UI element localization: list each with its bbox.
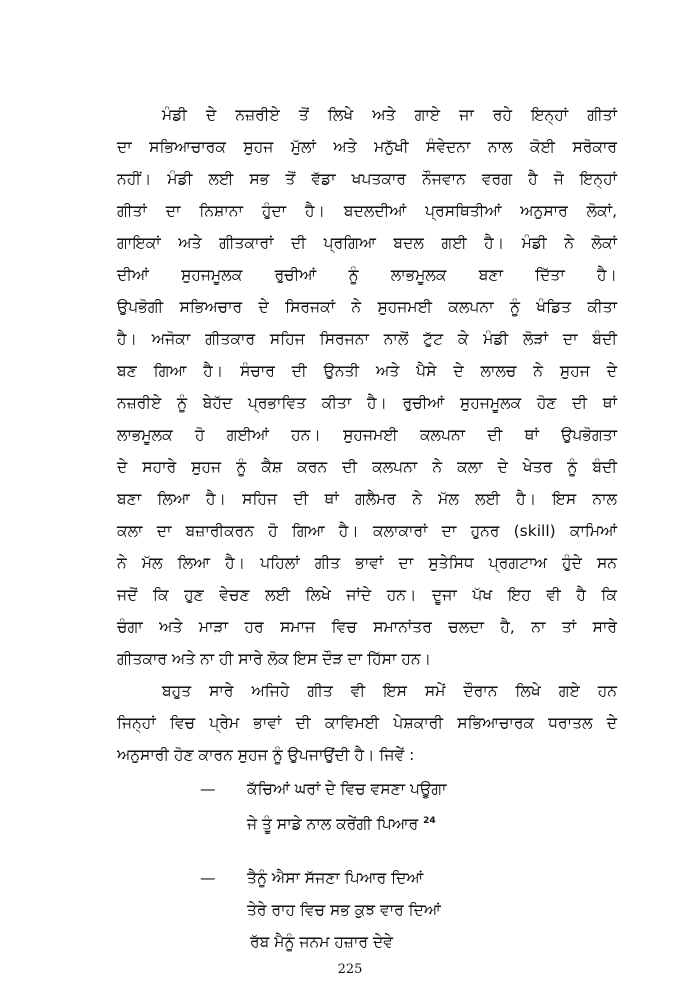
text-line: ਉਪਭੋਗੀ ਸਭਿਅਚਾਰ ਦੇ ਸਿਰਜਕਾਂ ਨੇ ਸੁਹਜਮਈ ਕਲਪਨਾ ਨੂੰ ਖੰਡਿਤ ਕੀਤਾ xyxy=(117,298,617,316)
verse-line: ਰੱਬ ਮੈਨੂੰ ਜਨਮ ਹਜ਼ਾਰ ਦੇਵੇ xyxy=(250,933,393,951)
text-line: ਦੇ ਸਹਾਰੇ ਸੁਹਜ ਨੂੰ ਕੈਸ਼ ਕਰਨ ਦੀ ਕਲਪਨਾ ਨੇ ਕਲਾ ਦੇ ਖੇਤਰ ਨੂੰ ਬੰਦੀ xyxy=(117,458,617,476)
footnote-marker: 24 xyxy=(423,816,436,826)
text-line: ਨੇ ਮੱਲ ਲਿਆ ਹੈ। ਪਹਿਲਾਂ ਗੀਤ ਭਾਵਾਂ ਦਾ ਸੁਤੇਸਿਧ ਪ੍ਰਗਟਾਅ ਹੁੰਦੇ ਸਨ xyxy=(117,554,617,572)
text-line: ਬਣਾ ਲਿਆ ਹੈ। ਸਹਿਜ ਦੀ ਥਾਂ ਗਲੈਮਰ ਨੇ ਮੱਲ ਲਈ ਹੈ। ਇਸ ਨਾਲ xyxy=(117,490,617,508)
text-line: ਬਹੁਤ ਸਾਰੇ ਅਜਿਹੇ ਗੀਤ ਵੀ ਇਸ ਸਮੇਂ ਦੌਰਾਨ ਲਿਖੇ ਗਏ ਹਨ xyxy=(162,682,617,700)
text-line: ਅਨੁਸਾਰੀ ਹੋਣ ਕਾਰਨ ਸੁਹਜ ਨੂੰ ਉਪਜਾਉਂਦੀ ਹੈ। ਜਿਵੇਂ : xyxy=(117,746,415,764)
text-line: ਜਦੋਂ ਕਿ ਹੁਣ ਵੇਚਣ ਲਈ ਲਿਖੇ ਜਾਂਦੇ ਹਨ। ਦੂਜਾ ਪੱਖ ਇਹ ਵੀ ਹੈ ਕਿ xyxy=(117,586,617,604)
text-line: ਗਾਇਕਾਂ ਅਤੇ ਗੀਤਕਾਰਾਂ ਦੀ ਪ੍ਰਗਿਆ ਬਦਲ ਗਈ ਹੈ। ਮੰਡੀ ਨੇ ਲੋਕਾਂ xyxy=(117,234,617,252)
text-line: ਗੀਤਕਾਰ ਅਤੇ ਨਾ ਹੀ ਸਾਰੇ ਲੋਕ ਇਸ ਦੌੜ ਦਾ ਹਿੱਸਾ ਹਨ। xyxy=(117,650,432,668)
verse-line-text: ਜੇ ਤੂੰ ਸਾਡੇ ਨਾਲ ਕਰੇਂਗੀ ਪਿਆਰ xyxy=(247,815,419,833)
verse-line: ਕੱਚਿਆਂ ਘਰਾਂ ਦੇ ਵਿਚ ਵਸਣਾ ਪਊਗਾ xyxy=(247,780,447,798)
text-line: ਜਿਨ੍ਹਾਂ ਵਿਚ ਪ੍ਰੇਮ ਭਾਵਾਂ ਦੀ ਕਾਵਿਮਈ ਪੇਸ਼ਕਾਰੀ ਸਭਿਆਚਾਰਕ ਧਰਾਤਲ ਦੇ xyxy=(117,714,617,732)
verse-line xyxy=(247,811,436,834)
text-line: ਬਣ ਗਿਆ ਹੈ। ਸੰਚਾਰ ਦੀ ਉਨਤੀ ਅਤੇ ਪੈਸੇ ਦੇ ਲਾਲਚ ਨੇ ਸੁਹਜ ਦੇ xyxy=(117,362,617,380)
text-line: ਹੈ। ਅਜੋਕਾ ਗੀਤਕਾਰ ਸਹਿਜ ਸਿਰਜਨਾ ਨਾਲੋਂ ਟੁੱਟ ਕੇ ਮੰਡੀ ਲੋੜਾਂ ਦਾ ਬੰਦੀ xyxy=(117,330,617,348)
page-number: 225 xyxy=(337,962,363,977)
verse-line: ਤੇਰੇ ਰਾਹ ਵਿਚ ਸਭ ਕੁਝ ਵਾਰ ਦਿਆਂ xyxy=(247,901,441,919)
text-line: ਨਜ਼ਰੀਏ ਨੂੰ ਬੇਹੱਦ ਪ੍ਰਭਾਵਿਤ ਕੀਤਾ ਹੈ। ਰੁਚੀਆਂ ਸੁਹਜਮੂਲਕ ਹੋਣ ਦੀ ਥਾਂ xyxy=(117,394,617,412)
verse-dash: — xyxy=(200,869,216,887)
text-line: ਚੰਗਾ ਅਤੇ ਮਾੜਾ ਹਰ ਸਮਾਜ ਵਿਚ ਸਮਾਨਾਂਤਰ ਚਲਦਾ ਹੈ, ਨਾ ਤਾਂ ਸਾਰੇ xyxy=(117,618,617,636)
verse-dash: — xyxy=(200,780,216,798)
text-line: ਮੰਡੀ ਦੇ ਨਜ਼ਰੀਏ ਤੋਂ ਲਿਖੇ ਅਤੇ ਗਾਏ ਜਾ ਰਹੇ ਇਨ੍ਹਾਂ ਗੀਤਾਂ xyxy=(162,106,617,124)
text-line: ਦੀਆਂ ਸੁਹਜਮੂਲਕ ਰੁਚੀਆਂ ਨੂੰ ਲਾਭਮੂਲਕ ਬਣਾ ਦਿੱਤਾ ਹੈ। xyxy=(117,266,617,284)
text-line: ਨਹੀਂ। ਮੰਡੀ ਲਈ ਸਭ ਤੋਂ ਵੱਡਾ ਖਪਤਕਾਰ ਨੌਜਵਾਨ ਵਰਗ ਹੈ ਜੋ ਇਨ੍ਹਾਂ xyxy=(117,170,617,188)
text-line: ਦਾ ਸਭਿਆਚਾਰਕ ਸੁਹਜ ਮੁੱਲਾਂ ਅਤੇ ਮਨੁੱਖੀ ਸੰਵੇਦਨਾ ਨਾਲ ਕੋਈ ਸਰੋਕਾਰ xyxy=(117,138,617,156)
text-line: ਕਲਾ ਦਾ ਬਜ਼ਾਰੀਕਰਨ ਹੋ ਗਿਆ ਹੈ। ਕਲਾਕਾਰਾਂ ਦਾ ਹੁਨਰ (skill) ਕਾਮਿਆਂ xyxy=(117,522,617,540)
text-line: ਲਾਭਮੂਲਕ ਹੋ ਗਈਆਂ ਹਨ। ਸੁਹਜਮਈ ਕਲਪਨਾ ਦੀ ਥਾਂ ਉਪਭੋਗਤਾ xyxy=(117,426,617,444)
verse-line: ਤੈਨੂੰ ਐਸਾ ਸੱਜਣਾ ਪਿਆਰ ਦਿਆਂ xyxy=(247,869,424,887)
text-line: ਗੀਤਾਂ ਦਾ ਨਿਸ਼ਾਨਾ ਹੁੰਦਾ ਹੈ। ਬਦਲਦੀਆਂ ਪ੍ਰਸਥਿਤੀਆਂ ਅਨੁਸਾਰ ਲੋਕਾਂ, xyxy=(117,202,617,220)
